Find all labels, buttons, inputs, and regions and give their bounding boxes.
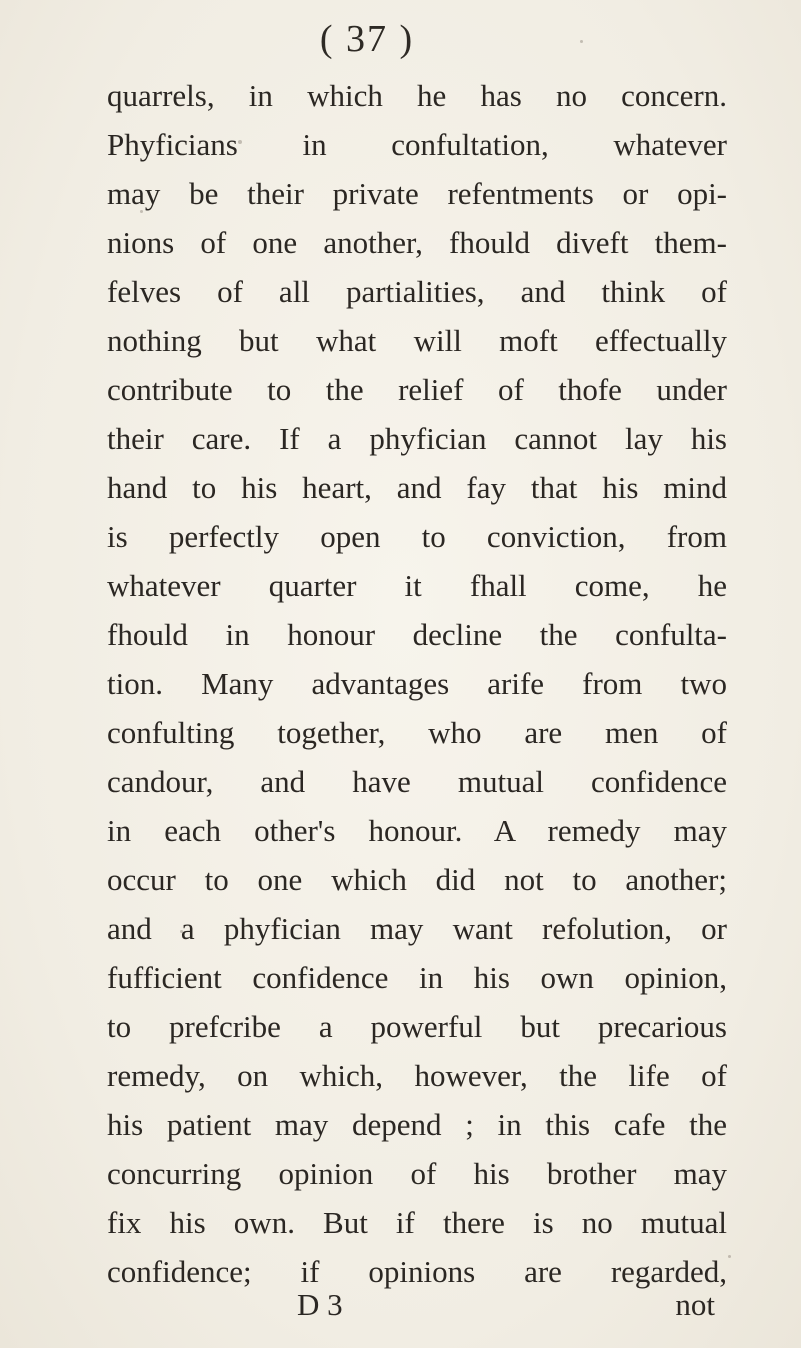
text-line: Phyficians in confultation, whatever — [107, 127, 727, 162]
text-line: whatever quarter it fhall come, he — [107, 568, 727, 603]
text-line: quarrels, in which he has no concern. — [107, 78, 727, 113]
text-line: occur to one which did not to another; — [107, 862, 727, 897]
text-line: to prefcribe a powerful but precarious — [107, 1009, 727, 1044]
signature-mark: D 3 — [297, 1287, 343, 1322]
text-line: remedy, on which, however, the life of — [107, 1058, 727, 1093]
text-line: contribute to the relief of thofe under — [107, 372, 727, 407]
text-line: felves of all partialities, and think of — [107, 274, 727, 309]
page-number: ( 37 ) — [319, 18, 415, 60]
text-line: hand to his heart, and fay that his mind — [107, 470, 727, 505]
text-line: their care. If a phyfician cannot lay his — [107, 421, 727, 456]
text-line: fhould in honour decline the confulta- — [107, 617, 727, 652]
paper-speck — [728, 1255, 731, 1258]
text-line: his patient may depend ; in this cafe the — [107, 1107, 727, 1142]
text-line: is perfectly open to conviction, from — [107, 519, 727, 554]
catchline — [107, 1280, 727, 1329]
paper-speck — [580, 40, 583, 43]
text-line: nions of one another, fhould diveft them- — [107, 225, 727, 260]
text-line: nothing but what will moft effectually — [107, 323, 727, 358]
catchword: not — [675, 1287, 715, 1322]
text-line: tion. Many advantages arife from two — [107, 666, 727, 701]
text-line: fix his own. But if there is no mutual — [107, 1205, 727, 1240]
text-line: fufficient confidence in his own opinion, — [107, 960, 727, 995]
text-line: may be their private refentments or opi- — [107, 176, 727, 211]
text-line: and a phyfician may want refolution, or — [107, 911, 727, 946]
text-line: in each other's honour. A remedy may — [107, 813, 727, 848]
text-line: concurring opinion of his brother may — [107, 1156, 727, 1191]
text-line: candour, and have mutual confidence — [107, 764, 727, 799]
body-text — [107, 71, 727, 1289]
text-line: confulting together, who are men of — [107, 715, 727, 750]
text-line: confidence; if opinions are regarded, — [107, 1254, 727, 1289]
